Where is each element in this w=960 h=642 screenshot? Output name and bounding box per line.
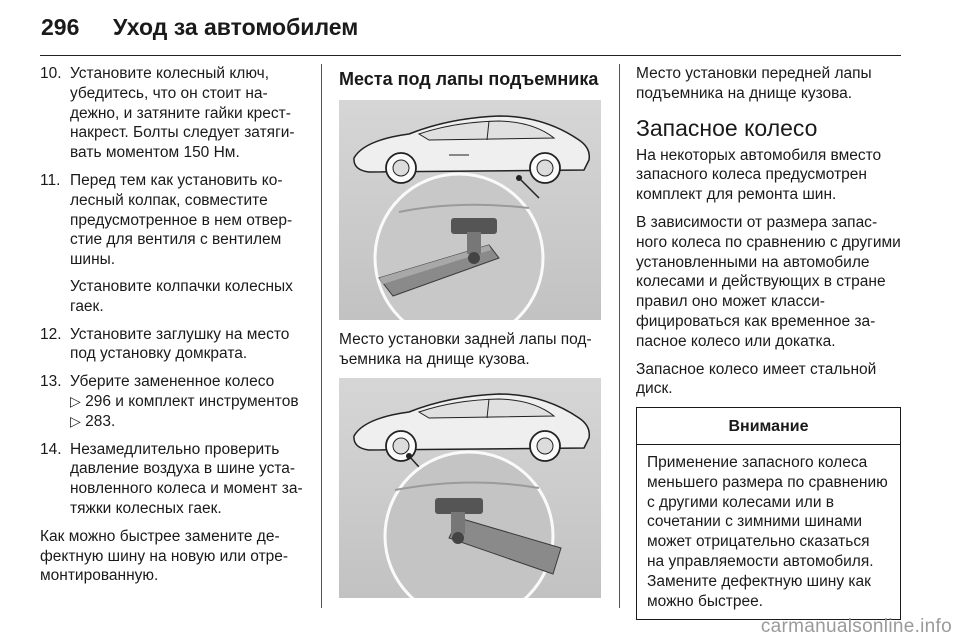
step-text: Незамедлительно проверить давление воздуха в шине установленного колеса и момент затяжки колесных гаек. — [70, 440, 303, 517]
step-text: Перед тем как установить колесный колпак, совместите предусмотренное в нем отверстие для вентиля с вентилем шины. — [70, 171, 293, 269]
step-12 — [40, 325, 306, 365]
closing-paragraph: Как можно быстрее замените дефектную шину на новую или отремонтированную. — [40, 527, 289, 585]
page-reference-link[interactable]: 296 и комплект инструментов — [85, 392, 299, 410]
step-subtext: Установите колпачки колесных гаек. — [70, 277, 293, 315]
page-header — [41, 14, 358, 44]
column-right — [636, 64, 901, 620]
step-13 — [40, 372, 306, 431]
warning-text: Применение запасного колеса меньшего размера по сравнению с другими колесами или в сочетании с зимними шинами может отрицательно сказаться на управляемости автомобиля. Замените дефектную шину как можно быстрее. — [647, 453, 888, 610]
step-11 — [40, 171, 306, 317]
page-number: 296 — [41, 14, 80, 40]
warning-box — [636, 407, 901, 620]
rear-lift-point-illustration — [339, 100, 601, 320]
step-14 — [40, 440, 306, 519]
column-divider — [619, 64, 620, 608]
step-text: Уберите замененное колесо — [70, 373, 275, 391]
step-number: 12. — [40, 325, 62, 343]
watermark: carmanualsonline.info — [760, 616, 952, 637]
paragraph: На некоторых автомобиля вместо запасного колеса предусмотрен комплект для ремонта шин. — [636, 146, 882, 204]
spare-wheel-heading: Запасное колесо — [636, 114, 818, 141]
paragraph: Запасное колесо имеет стальной диск. — [636, 360, 877, 398]
step-10 — [40, 64, 306, 163]
section-heading: Места под лапы подъемника — [339, 69, 599, 89]
column-divider — [321, 64, 322, 608]
header-rule — [40, 55, 901, 56]
step-number: 13. — [40, 373, 62, 391]
step-number: 14. — [40, 440, 62, 458]
page-reference-link[interactable]: 283. — [85, 412, 116, 430]
reference-arrow-icon: ▷ — [70, 392, 81, 409]
step-number: 10. — [40, 65, 62, 82]
reference-arrow-icon: ▷ — [70, 412, 81, 429]
front-lift-caption: Место установки передней лапы подъемника на днище кузова. — [636, 65, 872, 102]
page-title: Уход за автомобилем — [113, 14, 359, 40]
step-number: 11. — [40, 171, 61, 189]
step-text: Установите заглушку на место под установку домкрата. — [70, 325, 290, 363]
step-text: Установите колесный ключ, убедитесь, что он стоит надежно, и затяните гайки крестнакрест. Болты следует затягивать моментом 150 Нм. — [70, 65, 295, 162]
warning-title: Внимание — [637, 408, 900, 445]
front-lift-point-illustration — [339, 378, 601, 598]
paragraph: В зависимости от размера запасного колеса по сравнению с другими установленными на автомобиле колесами и действующих в стране правил оно может классифицироваться как временное запасное колесо или докатка. — [636, 213, 901, 350]
step-list — [40, 64, 306, 519]
column-middle — [339, 64, 605, 608]
rear-lift-caption: Место установки задней лапы подъемника на днище кузова. — [339, 331, 592, 368]
column-left — [40, 64, 306, 594]
